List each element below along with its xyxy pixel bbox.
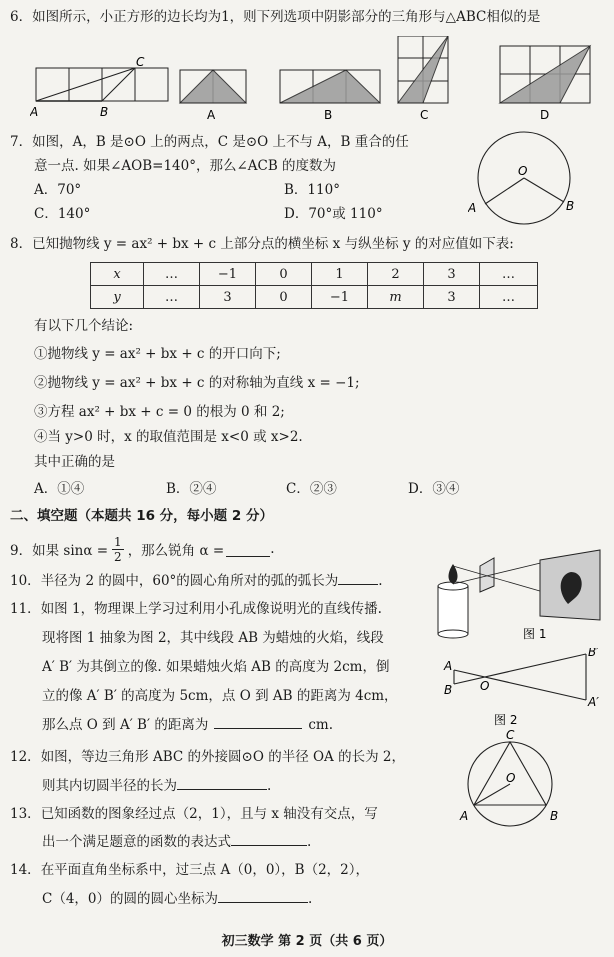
q6-number: 6．	[10, 9, 33, 25]
q11-text-5: 那么点 O 到 A′ B′ 的距离为	[42, 717, 209, 733]
q14-text-1: 在平面直角坐标系中，过三点 A（0，0），B（2，2），	[40, 862, 370, 878]
q14-answer-blank[interactable]	[218, 888, 308, 903]
q6-label-a: A	[30, 105, 39, 119]
table-cell: 3	[424, 263, 480, 286]
q9	[10, 532, 275, 566]
table-cell: m	[368, 286, 424, 309]
q7-label-b: B	[566, 199, 575, 213]
table-cell: …	[144, 263, 200, 286]
table-cell: 0	[256, 286, 312, 309]
q6-option-c-figure	[398, 36, 448, 103]
q14-number: 14．	[10, 862, 41, 878]
q11-fig2-caption: 图 2	[494, 713, 518, 727]
q7-option-a-label: A．	[34, 182, 58, 198]
table-cell: y	[91, 286, 144, 309]
table-cell: 3	[424, 286, 480, 309]
q8-option-b[interactable]	[166, 478, 216, 500]
q7-option-d-label: D．	[284, 206, 309, 222]
q7-option-c-label: C．	[34, 206, 58, 222]
q6-option-b-figure	[280, 70, 380, 103]
q12-text-1: 如图，等边三角形 ABC 的外接圆⊙O 的半径 OA 的长为 2，	[40, 749, 405, 765]
q7-circle-figure	[468, 130, 588, 230]
q9-pre: 如果 sinα =	[32, 543, 109, 559]
q11-line-3: A′ B′ 为其倒立的像. 如果蜡烛火焰 AB 的高度为 2cm，倒	[42, 659, 390, 675]
q6-text: 如图所示，小正方形的边长均为1，则下列选项中阴影部分的三角形与△ABC相似的是	[32, 9, 541, 25]
q9-frac-den: 2	[114, 549, 122, 564]
q10	[10, 570, 383, 592]
q8-row-x	[91, 263, 538, 286]
q8-conclusion-4: ④当 y>0 时，x 的取值范围是 x<0 或 x>2.	[34, 429, 303, 445]
q9-frac-num: 1	[114, 534, 122, 549]
candle-icon	[438, 564, 468, 638]
q7-option-a[interactable]	[34, 179, 81, 201]
q13-text-2: 出一个满足题意的函数的表达式	[42, 834, 231, 850]
q12-label-a: A	[460, 809, 469, 823]
q6-option-c-label: C	[420, 108, 429, 122]
q8-option-d-text: ③④	[432, 481, 460, 497]
q9-end: .	[270, 541, 275, 557]
q12-label-c: C	[506, 728, 515, 742]
table-cell: 3	[200, 286, 256, 309]
q12-line-1	[10, 746, 405, 768]
q8-conclusion-3: ③方程 ax² + bx + c = 0 的根为 0 和 2;	[34, 404, 285, 420]
q6-option-a-label: A	[207, 108, 216, 122]
q13-line-2	[42, 831, 311, 853]
q11-fig2-label-b: B	[444, 683, 453, 697]
q13-line-1	[10, 803, 378, 825]
q8-option-c[interactable]	[286, 478, 337, 500]
section-fill-in-title: 二、填空题（本题共 16 分，每小题 2 分）	[10, 508, 273, 524]
q8-option-d[interactable]	[408, 478, 459, 500]
q8-intro: 有以下几个结论:	[34, 318, 134, 334]
q7-option-c-text: 140°	[57, 206, 91, 222]
q14-text-2: C（4，0）的圆的圆心坐标为	[42, 891, 219, 907]
q7-option-b-label: B．	[284, 182, 308, 198]
q7-label-o: O	[518, 164, 528, 178]
q8-text: 已知抛物线 y = ax² + bx + c 上部分点的横坐标 x 与纵坐标 y 的对应值如下表:	[32, 236, 514, 252]
q6-option-d-label: D	[540, 108, 550, 122]
q11-line-1	[10, 598, 382, 620]
q14-line-2	[42, 888, 312, 910]
table-cell: …	[480, 286, 538, 309]
q7-number: 7．	[10, 134, 33, 150]
q7-line2: 意一点. 如果∠AOB=140°，那么∠ACB 的度数为	[34, 158, 337, 174]
q7-option-b-text: 110°	[307, 182, 340, 198]
q7-option-a-text: 70°	[57, 182, 82, 198]
q8-option-c-text: ②③	[309, 481, 337, 497]
q12-label-b: B	[550, 809, 559, 823]
q8-option-d-label: D．	[408, 481, 433, 497]
table-cell: 2	[368, 263, 424, 286]
q10-text: 半径为 2 的圆中，60°的圆心角所对的弧的弧长为	[40, 573, 339, 589]
q11-unit: cm.	[308, 717, 333, 733]
q11-number: 11．	[10, 601, 41, 617]
table-cell: −1	[200, 263, 256, 286]
q7-label-a: A	[468, 201, 477, 215]
q11-line-2: 现将图 1 抽象为图 2，其中线段 AB 为蜡烛的火焰，线段	[42, 630, 384, 646]
q6-option-b-label: B	[324, 108, 333, 122]
table-cell: …	[144, 286, 200, 309]
q7-option-b[interactable]	[284, 179, 340, 201]
q10-answer-blank[interactable]	[338, 570, 378, 585]
q8-option-b-label: B．	[166, 481, 190, 497]
table-cell: 0	[256, 263, 312, 286]
q8-conclusion-1: ①抛物线 y = ax² + bx + c 的开口向下;	[34, 346, 281, 362]
table-cell: …	[480, 263, 538, 286]
q8-option-a[interactable]	[34, 478, 84, 500]
q6-stem	[10, 6, 540, 28]
table-cell: −1	[312, 286, 368, 309]
q11-answer-blank[interactable]	[214, 714, 302, 729]
q7-option-d[interactable]	[284, 203, 383, 225]
q12-text-2: 则其内切圆半径的长为	[42, 778, 177, 794]
q8-option-a-label: A．	[34, 481, 58, 497]
q11-figure-1	[428, 546, 608, 646]
q10-end: .	[378, 573, 383, 589]
q6-label-b: B	[100, 105, 109, 119]
q12-circle-figure	[448, 728, 578, 832]
q11-line-4: 立的像 A′ B′ 的高度为 5cm，点 O 到 AB 的距离为 4cm，	[42, 688, 398, 704]
q12-label-o: O	[506, 771, 516, 785]
table-cell: x	[91, 263, 144, 286]
q7-text-1: 如图，A，B 是⊙O 上的两点，C 是⊙O 上不与 A，B 重合的任	[32, 134, 409, 150]
q13-end: .	[307, 834, 312, 850]
q7-option-d-text: 70°或 110°	[308, 206, 383, 222]
q8-row-y	[91, 286, 538, 309]
q11-line-5	[42, 714, 333, 736]
q13-text-1: 已知函数的图象经过点（2，1），且与 x 轴没有交点，写	[40, 806, 378, 822]
q8-stem	[10, 233, 514, 255]
q8-option-c-label: C．	[286, 481, 310, 497]
page-footer: 初三数学 第 2 页（共 6 页）	[221, 934, 393, 949]
q14-line-1	[10, 859, 369, 881]
q12-number: 12．	[10, 749, 41, 765]
q6-label-c: C	[136, 55, 145, 69]
q8-ask: 其中正确的是	[34, 454, 115, 470]
q9-number: 9．	[10, 543, 33, 559]
q11-fig2-label-a-prime: A′	[588, 695, 599, 709]
table-cell: 1	[312, 263, 368, 286]
q11-fig2-label-b-prime: B′	[588, 648, 599, 659]
q12-end: .	[267, 778, 272, 794]
q13-answer-blank[interactable]	[231, 831, 307, 846]
q8-number: 8．	[10, 236, 33, 252]
q11-figure-2	[438, 648, 610, 738]
q6-option-d-figure	[500, 46, 590, 103]
q8-option-b-text: ②④	[189, 481, 217, 497]
q11-fig2-label-a: A	[444, 659, 453, 673]
q9-post: ，那么锐角 α =	[127, 543, 225, 559]
q11-fig1-caption: 图 1	[523, 627, 547, 641]
q6-reference-figure	[36, 68, 168, 101]
q9-fraction	[112, 535, 124, 564]
q8-value-table	[90, 262, 538, 309]
q8-option-a-text: ①④	[57, 481, 85, 497]
q9-answer-blank[interactable]	[226, 542, 270, 557]
q13-number: 13．	[10, 806, 41, 822]
q12-line-2	[42, 775, 271, 797]
q7-line1	[10, 131, 409, 153]
q6-option-a-figure	[180, 70, 246, 103]
q6-figures	[30, 36, 600, 126]
q8-conclusion-2: ②抛物线 y = ax² + bx + c 的对称轴为直线 x = −1;	[34, 375, 360, 391]
q7-option-c[interactable]	[34, 203, 90, 225]
q14-end: .	[308, 891, 313, 907]
q12-answer-blank[interactable]	[177, 775, 267, 790]
q10-number: 10．	[10, 573, 41, 589]
q11-fig2-label-o: O	[480, 679, 490, 693]
q11-text-1: 如图 1，物理课上学习过利用小孔成像说明光的直线传播.	[40, 601, 382, 617]
